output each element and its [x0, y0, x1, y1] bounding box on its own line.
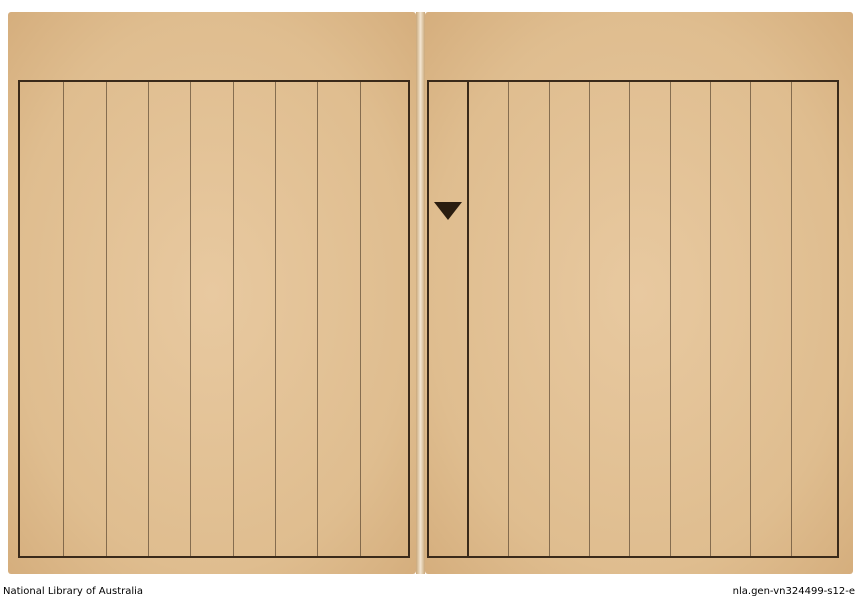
text-column	[508, 82, 548, 556]
text-column	[469, 82, 508, 556]
right-column-grid	[469, 82, 831, 556]
archive-footer	[0, 584, 859, 600]
text-column	[549, 82, 589, 556]
text-column	[106, 82, 148, 556]
text-column	[629, 82, 669, 556]
text-column	[190, 82, 232, 556]
left-text-frame	[18, 80, 410, 558]
text-column	[317, 82, 359, 556]
left-leaf	[8, 12, 416, 574]
text-column	[63, 82, 105, 556]
text-column	[791, 82, 831, 556]
right-text-frame	[427, 80, 839, 558]
page-fold	[416, 12, 425, 574]
text-column	[360, 82, 402, 556]
text-column	[670, 82, 710, 556]
institution-credit: National Library of Australia	[3, 586, 144, 597]
text-column	[148, 82, 190, 556]
left-column-grid	[22, 82, 402, 556]
text-column	[750, 82, 790, 556]
right-leaf	[425, 12, 853, 574]
text-column	[275, 82, 317, 556]
text-column	[589, 82, 629, 556]
fishtail-mark-icon	[434, 202, 462, 220]
text-column	[233, 82, 275, 556]
item-identifier: nla.gen-vn324499-s12-e	[732, 586, 855, 597]
text-column	[22, 82, 63, 556]
text-column	[710, 82, 750, 556]
center-strip	[429, 82, 469, 556]
